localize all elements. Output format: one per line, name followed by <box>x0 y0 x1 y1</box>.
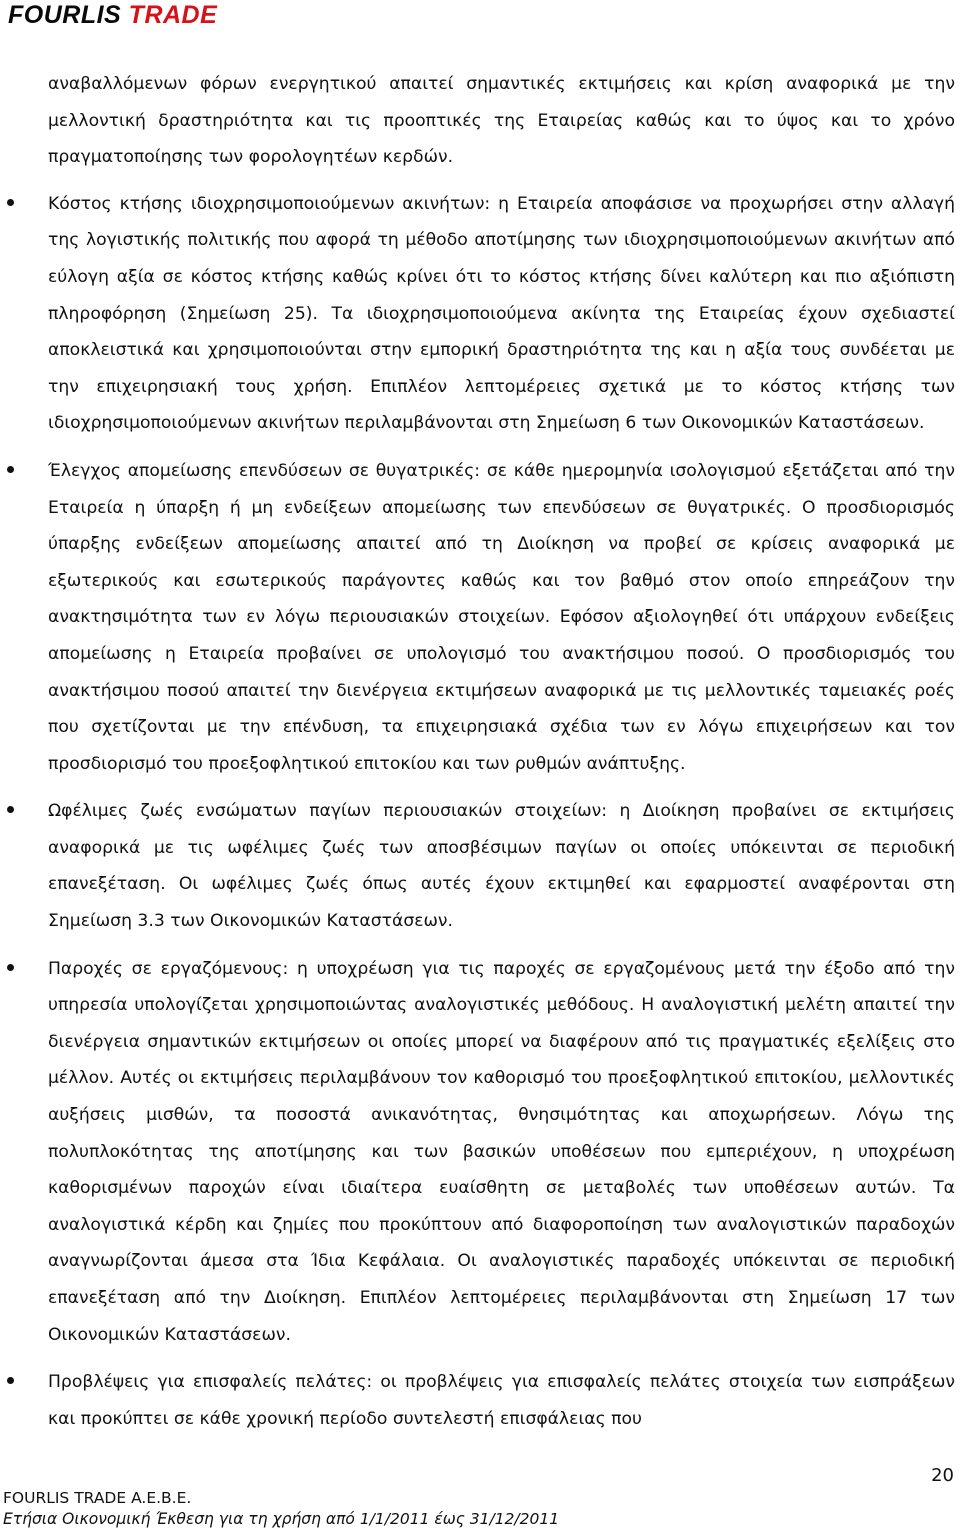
lead-paragraph: αναβαλλόμενων φόρων ενεργητικού απαιτεί σημαντικές εκτιμήσεις και κρίση αναφορικά με την μελλοντική δραστηριότητα και τις προοπτικές της Εταιρείας καθώς και το ύψος και το χρόνο πραγματοποίησης των φορολογητέων κερδών. <box>48 74 955 168</box>
bullet-text: Παροχές σε εργαζόμενους: η υποχρέωση για τις παροχές σε εργαζομένους μετά την έξοδο από την υπηρεσία υπολογίζεται χρησιμοποιώντας αναλογιστικές μεθόδους. Η αναλογιστική μελέτη απαιτεί την διενέργεια σημαντικών εκτιμήσεων οι οποίες μπορεί να διαφέρουν από τις πραγματικές εξελίξεις στο μέλλον. Αυτές οι εκτιμήσεις περιλαμβάνουν τον καθορισμό του προεξοφλητικού επιτοκίου, μελλοντικές αυξήσεις μισθών, τα ποσοστά ανικανότητας, θνησιμότητας και αποχωρήσεων. Λόγω της πολυπλοκότητας της αποτίμησης και των βασικών υποθέσεων που εμπεριέχουν, η υποχρέωση καθορισμένων παροχών είναι ιδιαίτερα ευαίσθητη σε μεταβολές των υποθέσεων αυτών. Τα αναλογιστικά κέρδη και ζημίες που προκύπτουν από διαφοροποίηση των αναλογιστικών παραδοχών αναγνωρίζονται άμεσα στα Ίδια Κεφάλαια. Οι αναλογιστικές παραδοχές υπόκεινται σε περιοδική επανεξέταση από την Διοίκηση. Επιπλέον λεπτομέρειες περιλαμβάνονται στη Σημείωση 17 των Οικονομικών Καταστάσεων. <box>48 958 955 1345</box>
footer-company-name: FOURLIS TRADE A.E.B.E. <box>3 1489 192 1507</box>
bullet-item-employee-benefits <box>48 951 955 1354</box>
bullet-icon <box>7 199 14 206</box>
document-body <box>48 66 955 1448</box>
bullet-text: Ωφέλιμες ζωές ενσώματων παγίων περιουσιακών στοιχείων: η Διοίκηση προβαίνει σε εκτιμήσεις αναφορικά με τις ωφέλιμες ζωές των αποσβέσιμων παγίων οι οποίες υπόκεινται σε περιοδική επανεξέταση. Οι ωφέλιμες ζωές όπως αυτές έχουν εκτιμηθεί και εφαρμοστεί αναφέρονται στη Σημείωση 3.3 των Οικονομικών Καταστάσεων. <box>48 801 955 932</box>
bullet-icon <box>7 806 14 813</box>
bullet-item-doubtful-debts <box>48 1364 955 1437</box>
bullet-icon <box>7 964 14 971</box>
bullet-text: Έλεγχος απομείωσης επενδύσεων σε θυγατρικές: σε κάθε ημερομηνία ισολογισμού εξετάζεται από την Εταιρεία η ύπαρξη ή μη ενδείξεων απομείωσης των επενδύσεων σε θυγατρικές. Ο προσδιορισμός ύπαρξης ενδείξεων απομείωσης απαιτεί από τη Διοίκηση να προβεί σε κρίσεις αναφορικά με εξωτερικούς και εσωτερικούς παράγοντες καθώς και τον βαθμό στον οποίο επηρεάζουν την ανακτησιμότητα των εν λόγω περιουσιακών στοιχείων. Εφόσον αξιολογηθεί ότι υπάρχουν ενδείξεις απομείωσης η Εταιρεία προβαίνει σε υπολογισμό του ανακτήσιμου ποσού. Ο προσδιορισμός του ανακτήσιμου ποσού απαιτεί την διενέργεια εκτιμήσεων αναφορικά με τις μελλοντικές ταμειακές ροές που σχετίζονται με την επένδυση, τα επιχειρησιακά σχέδια των εν λόγω επιχειρήσεων και τον προσδιορισμό του προεξοφλητικού επιτοκίου και των ρυθμών ανάπτυξης. <box>48 460 955 774</box>
company-logo <box>8 0 217 30</box>
bullet-text: Κόστος κτήσης ιδιοχρησιμοποιούμενων ακινήτων: η Εταιρεία αποφάσισε να προχωρήσει στην αλλαγή της λογιστικής πολιτικής που αφορά τη μέθοδο αποτίμησης των ιδιοχρησιμοποιούμενων ακινήτων από εύλογη αξία σε κόστος κτήσης καθώς κρίνει ότι το κόστος κτήσης δίνει καλύτερη και πιο αξιόπιστη πληροφόρηση (Σημείωση 25). Τα ιδιοχρησιμοποιούμενα ακίνητα της Εταιρείας έχουν σχεδιαστεί αποκλειστικά και χρησιμοποιούνται στην εμπορική δραστηριότητα της και η αξία τους συνδέεται με την επιχειρησιακή τους χρήση. Επιπλέον λεπτομέρειες σχετικά με το κόστος κτήσης των ιδιοχρησιμοποιούμενων ακινήτων περιλαμβάνονται στη Σημείωση 6 των Οικονομικών Καταστάσεων. <box>48 193 955 434</box>
page-number: 20 <box>931 1465 954 1486</box>
logo-text-fourlis: FOURLIS <box>8 1 122 29</box>
bullet-icon <box>7 1377 14 1384</box>
bullet-item-useful-lives <box>48 793 955 939</box>
bullet-item-impairment-test <box>48 453 955 782</box>
bullet-text: Προβλέψεις για επισφαλείς πελάτες: οι προβλέψεις για επισφαλείς πελάτες στοιχεία των εισπράξεων και προκύπτει σε κάθε χρονική περίοδο συντελεστή επισφάλειας που <box>48 1372 955 1429</box>
footer-report-title: Ετήσια Οικονομική Έκθεση για τη χρήση από 1/1/2011 έως 31/12/2011 <box>3 1510 560 1528</box>
bullet-icon <box>7 466 14 473</box>
bullet-item-property-cost <box>48 186 955 442</box>
logo-text-trade: TRADE <box>128 1 218 29</box>
